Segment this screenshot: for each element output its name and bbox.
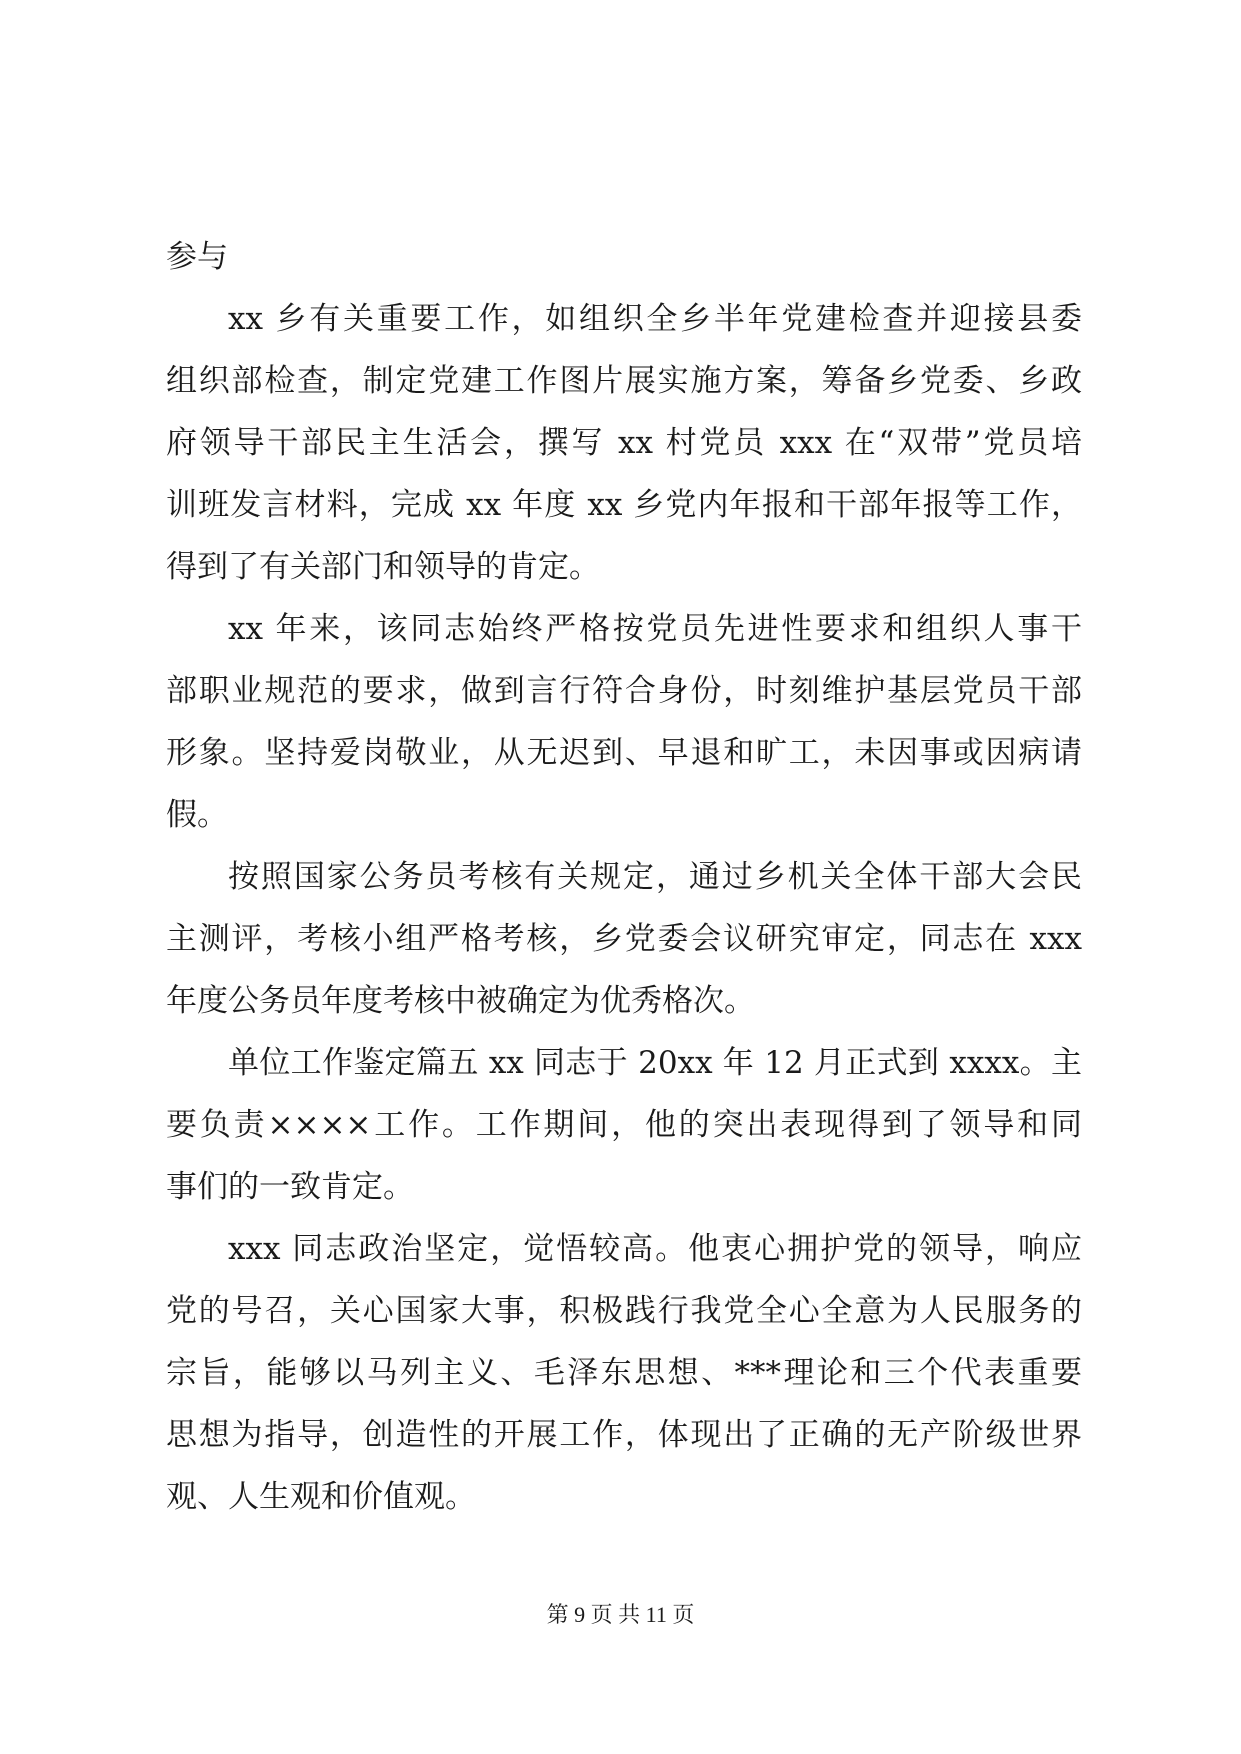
- paragraph-line: 得到了有关部门和领导的肯定。: [166, 549, 600, 585]
- paragraph-line: 观、人生观和价值观。: [166, 1479, 476, 1515]
- page-number-label: 第 9 页 共 11 页: [546, 1602, 695, 1627]
- paragraph-line: 按照国家公务员考核有关规定，通过乡机关全体干部大会民: [228, 859, 1082, 895]
- paragraph-line: xx 乡有关重要工作，如组织全乡半年党建检查并迎接县委: [228, 301, 1082, 337]
- paragraph-line: 形象。坚持爱岗敬业，从无迟到、早退和旷工，未因事或因病请: [166, 735, 1082, 771]
- paragraph-line: xxx 同志政治坚定，觉悟较高。他衷心拥护党的领导，响应: [228, 1231, 1082, 1267]
- paragraph-line: 部职业规范的要求，做到言行符合身份，时刻维护基层党员干部: [166, 673, 1082, 709]
- paragraph-line: xx 年来，该同志始终严格按党员先进性要求和组织人事干: [228, 611, 1082, 647]
- paragraph-line: 假。: [166, 797, 228, 833]
- paragraph-line: 党的号召，关心国家大事，积极践行我党全心全意为人民服务的: [166, 1293, 1082, 1329]
- paragraph-line: 思想为指导，创造性的开展工作，体现出了正确的无产阶级世界: [166, 1417, 1082, 1453]
- paragraph-line: 单位工作鉴定篇五 xx 同志于 20xx 年 12 月正式到 xxxx。主: [228, 1045, 1082, 1081]
- paragraph-line: 要负责××××工作。工作期间，他的突出表现得到了领导和同: [166, 1107, 1082, 1143]
- paragraph-line: 训班发言材料，完成 xx 年度 xx 乡党内年报和干部年报等工作，: [166, 487, 1082, 523]
- document-body: [166, 226, 1082, 1528]
- paragraph-line: 宗旨，能够以马列主义、毛泽东思想、***理论和三个代表重要: [166, 1355, 1082, 1391]
- paragraph-line: 事们的一致肯定。: [166, 1169, 414, 1205]
- page-footer: [0, 1600, 1241, 1630]
- paragraph-line: 主测评，考核小组严格考核，乡党委会议研究审定，同志在 xxx: [166, 921, 1082, 957]
- paragraph-line: 府领导干部民主生活会，撰写 xx 村党员 xxx 在“双带”党员培: [166, 425, 1082, 461]
- paragraph-line: 参与: [166, 239, 228, 275]
- paragraph-line: 年度公务员年度考核中被确定为优秀格次。: [166, 983, 755, 1019]
- paragraph-line: 组织部检查，制定党建工作图片展实施方案，筹备乡党委、乡政: [166, 363, 1082, 399]
